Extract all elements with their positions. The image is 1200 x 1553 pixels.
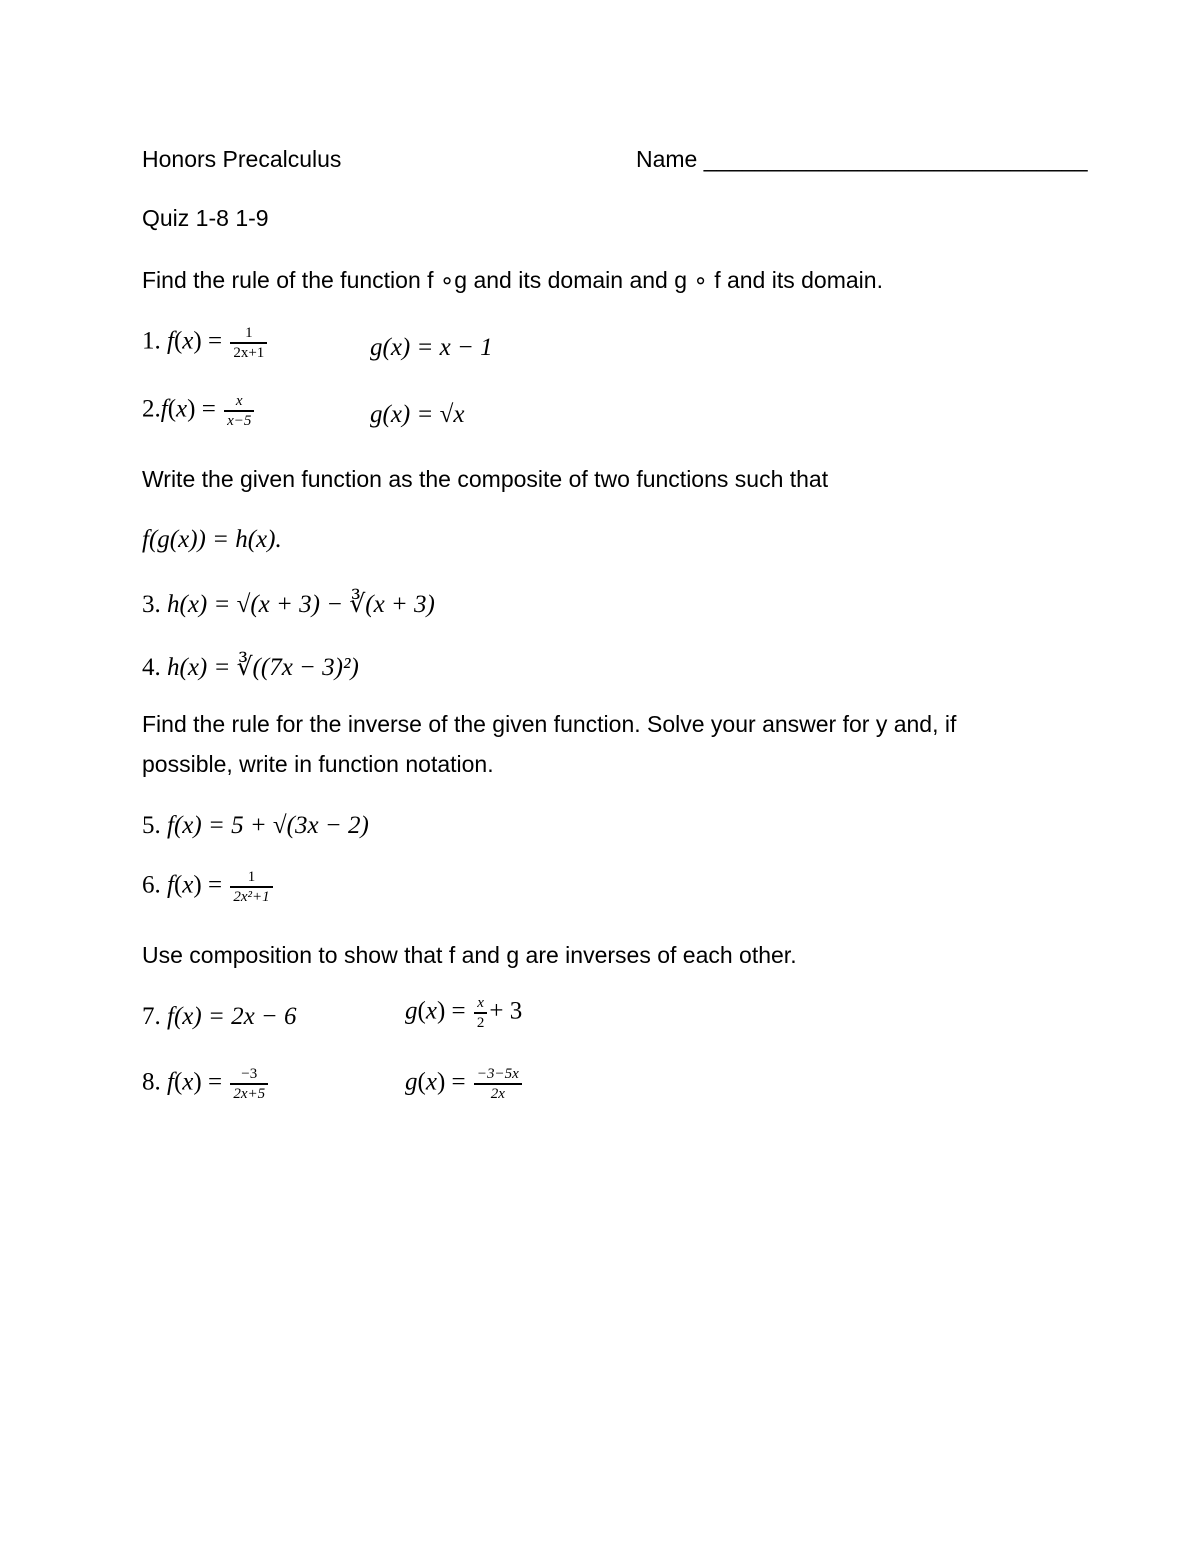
- problem-number: 6.: [142, 871, 161, 899]
- composite-relation: f(g(x)) = h(x).: [142, 526, 282, 553]
- instruction-composition: Find the rule of the function f ∘g and its domain and g ∘ f and its domain.: [142, 267, 883, 293]
- problem-5-f: f(x) = 5 + √(3x − 2): [167, 812, 369, 839]
- problem-7-f: f(x) = 2x − 6: [167, 1003, 297, 1030]
- course-title: Honors Precalculus: [142, 146, 342, 172]
- problem-6: 6. f(x) = $\frac{1}{\text{2x²+1}}$: [142, 868, 275, 906]
- name-field: [636, 146, 1088, 173]
- problem-number: 3.: [142, 591, 161, 618]
- problem-number: 7.: [142, 1003, 161, 1030]
- problem-1-g: g(x) = x − 1: [370, 334, 493, 361]
- problem-number: 2.: [142, 395, 161, 423]
- problem-1: 1. f(x) = $\frac{1}{2x+1}$: [142, 324, 269, 362]
- problem-2: 2.f(x) = $\frac{x}{x-5}$: [142, 392, 256, 430]
- name-label: Name: [636, 146, 698, 172]
- problem-number: 5.: [142, 812, 161, 839]
- problem-5: [142, 812, 369, 840]
- problem-number: 4.: [142, 654, 161, 681]
- problem-3: [142, 589, 435, 619]
- problem-4-h: h(x) = ∛((7x − 3)²): [167, 654, 359, 681]
- problem-8-g: g(x) = $\frac{-3-5x}{2x}$: [405, 1065, 524, 1103]
- problem-2-g: g(x) = √x: [370, 401, 465, 428]
- problem-number: 8.: [142, 1068, 161, 1096]
- instruction-verify: Use composition to show that f and g are inverses of each other.: [142, 942, 797, 968]
- fraction: $\frac{x}{2}$: [474, 994, 488, 1032]
- problem-number: 1.: [142, 327, 161, 355]
- problem-3-h: h(x) = √(x + 3) − ∛(x + 3): [167, 591, 435, 618]
- name-blank: ______________________________: [703, 146, 1088, 172]
- problem-8: 8. f(x) = $\frac{-3}{2x+5}$: [142, 1065, 270, 1103]
- problem-4: [142, 652, 359, 682]
- instruction-decomposition: Write the given function as the composite of two functions such that: [142, 466, 829, 492]
- instruction-inverse-2: possible, write in function notation.: [142, 751, 494, 777]
- quiz-title: Quiz 1-8 1-9: [142, 205, 269, 231]
- problem-7-g: g(x) = $\frac{x}{2}$ + 3: [405, 995, 523, 1031]
- fraction: $\frac{-3-5x}{2x}$: [474, 1065, 522, 1103]
- problem-7: [142, 1003, 297, 1031]
- fraction: $\frac{1}{2x+1}$: [230, 324, 267, 362]
- fraction: $\frac{1}{\text{2x²+1}}$: [230, 868, 272, 906]
- fraction: $\frac{-3}{2x+5}$: [230, 1065, 268, 1103]
- instruction-inverse-1: Find the rule for the inverse of the given function. Solve your answer for y and, if: [142, 711, 957, 737]
- fraction: $\frac{x}{x-5}$: [224, 392, 254, 430]
